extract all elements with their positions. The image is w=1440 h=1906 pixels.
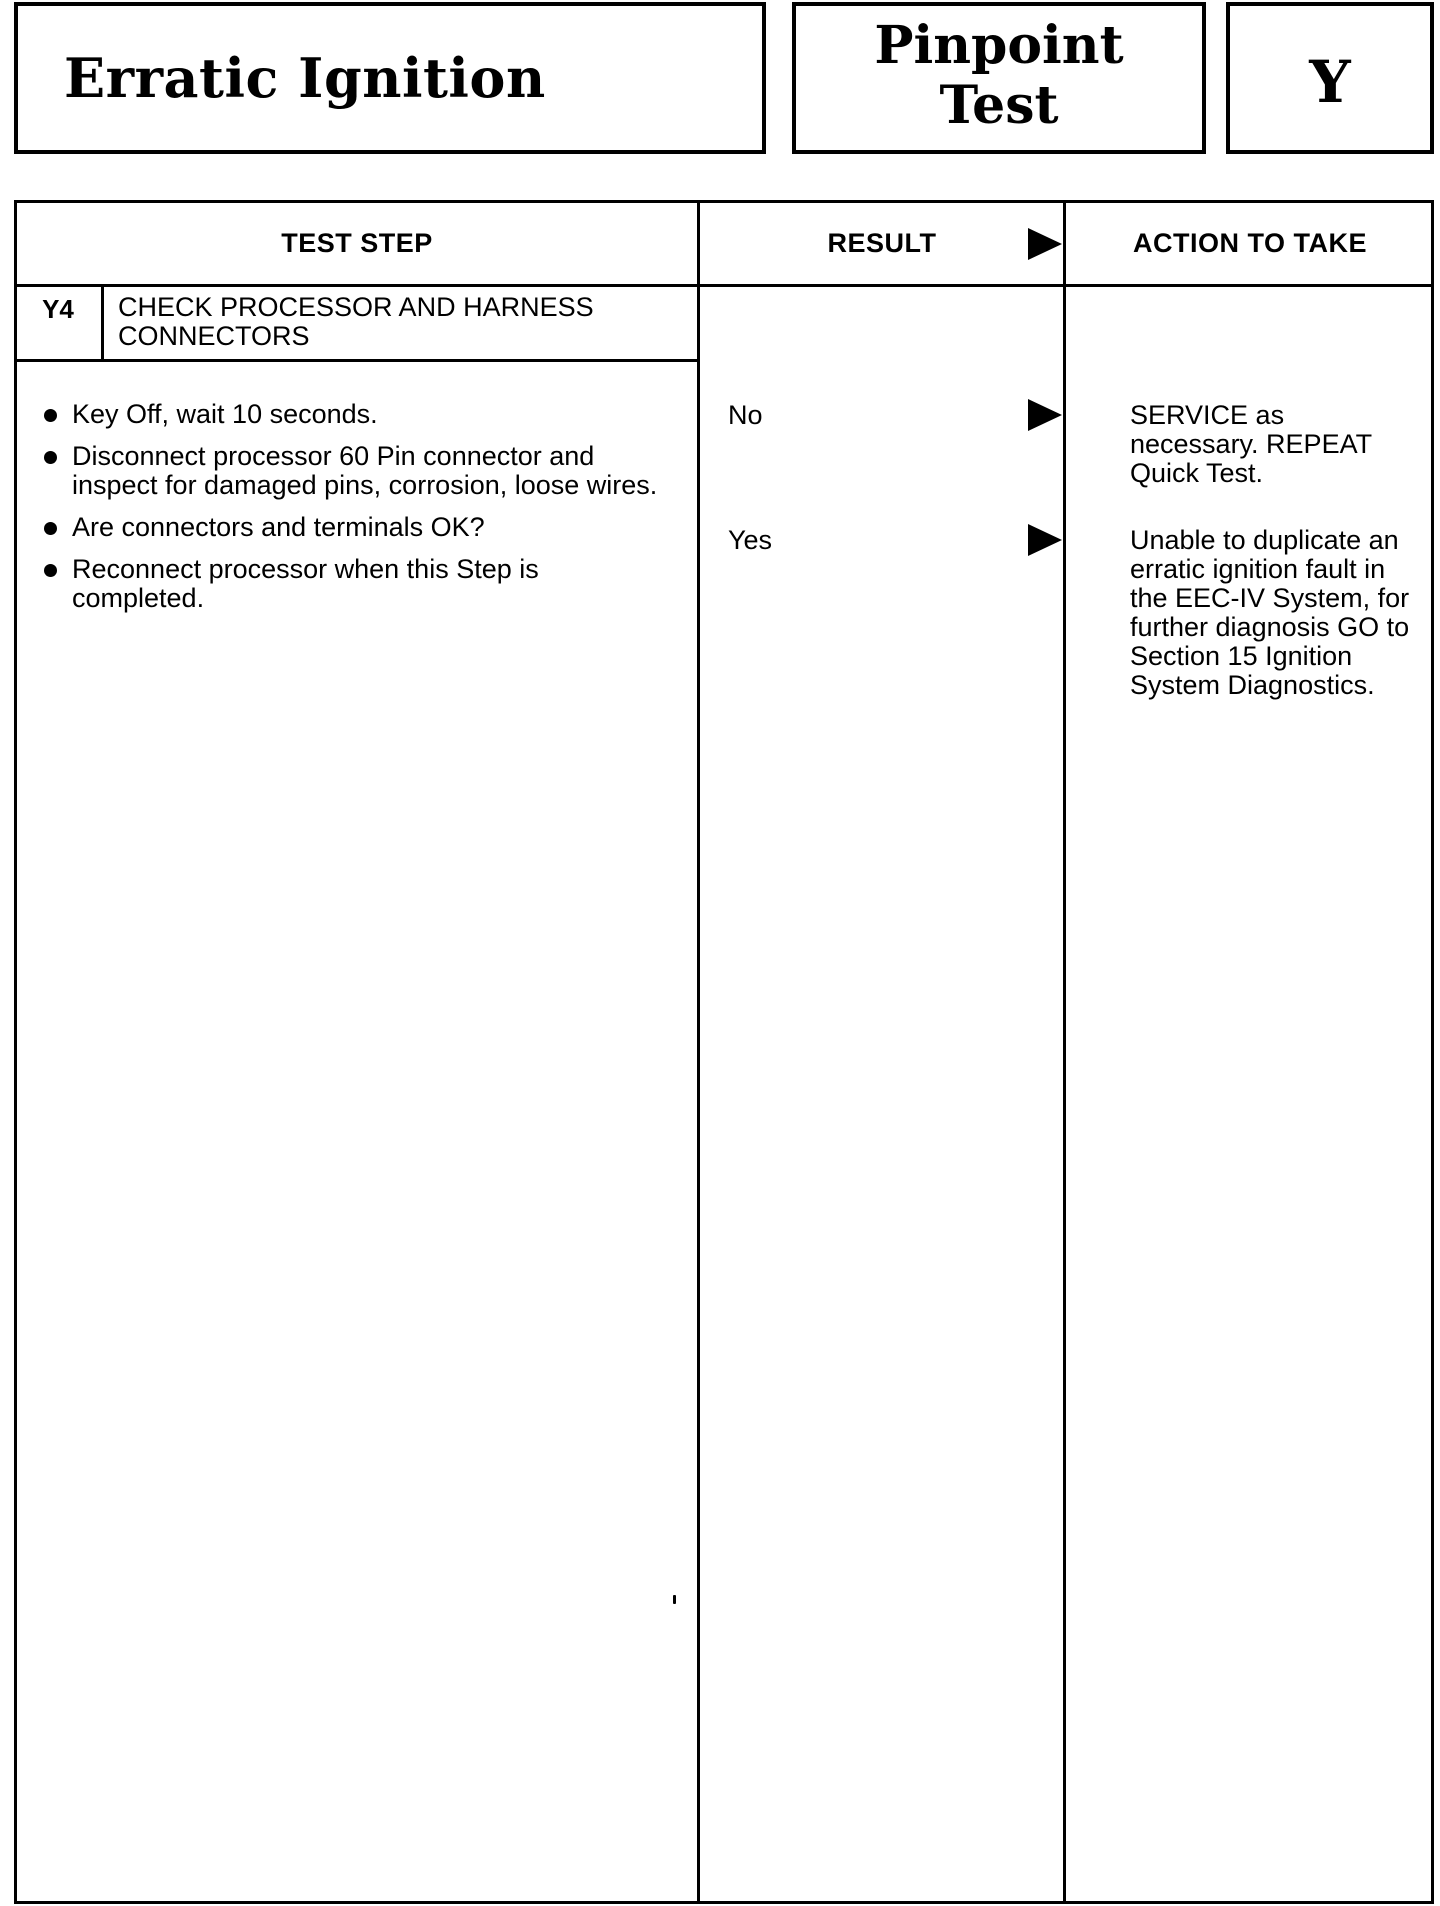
column-header-action: ACTION TO TAKE	[1133, 228, 1367, 258]
pinpoint-test-box	[792, 2, 1206, 154]
test-letter-box	[1226, 2, 1434, 154]
result-no: No	[728, 400, 763, 430]
pinpoint-line-1: Pinpoint	[874, 15, 1124, 76]
instruction-text: Are connectors and terminals OK?	[72, 512, 485, 542]
instruction-item	[40, 555, 670, 613]
column-divider	[697, 200, 700, 1904]
arrow-right-icon	[1028, 399, 1062, 431]
test-letter: Y	[1309, 48, 1351, 116]
column-header-result: RESULT	[827, 228, 937, 258]
result-yes: Yes	[728, 525, 773, 555]
bullet-icon	[44, 409, 57, 422]
step-id-divider	[101, 286, 104, 360]
header-divider	[14, 284, 1434, 287]
step-id: Y4	[42, 294, 74, 324]
pinpoint-test-label	[796, 16, 1202, 136]
instruction-text: Key Off, wait 10 seconds.	[72, 399, 378, 429]
bullet-icon	[44, 451, 57, 464]
scan-speck	[673, 1595, 676, 1604]
step-title-divider	[14, 359, 700, 362]
column-divider	[1063, 200, 1066, 1904]
arrow-right-icon	[1028, 524, 1062, 556]
instruction-item	[40, 513, 670, 542]
page-title: Erratic Ignition	[64, 46, 546, 110]
title-box	[14, 2, 766, 154]
bullet-icon	[44, 564, 57, 577]
arrow-right-icon	[1028, 228, 1062, 260]
action-yes: Unable to duplicate an erratic ignition fault in the EEC-IV System, for further diagnosis GO to Section 15 Ignition System Diagnostics.	[1130, 525, 1410, 700]
instruction-item	[40, 400, 670, 429]
instruction-item	[40, 442, 670, 500]
column-header-test-step: TEST STEP	[281, 228, 433, 258]
instruction-text: Disconnect processor 60 Pin connector and inspect for damaged pins, corrosion, loose wires.	[72, 441, 658, 500]
step-instructions	[40, 400, 670, 626]
step-title: CHECK PROCESSOR AND HARNESS CONNECTORS	[118, 292, 594, 351]
pinpoint-line-2: Test	[939, 75, 1059, 136]
bullet-icon	[44, 522, 57, 535]
action-no: SERVICE as necessary. REPEAT Quick Test.	[1130, 400, 1372, 488]
instruction-text: Reconnect processor when this Step is completed.	[72, 554, 539, 613]
